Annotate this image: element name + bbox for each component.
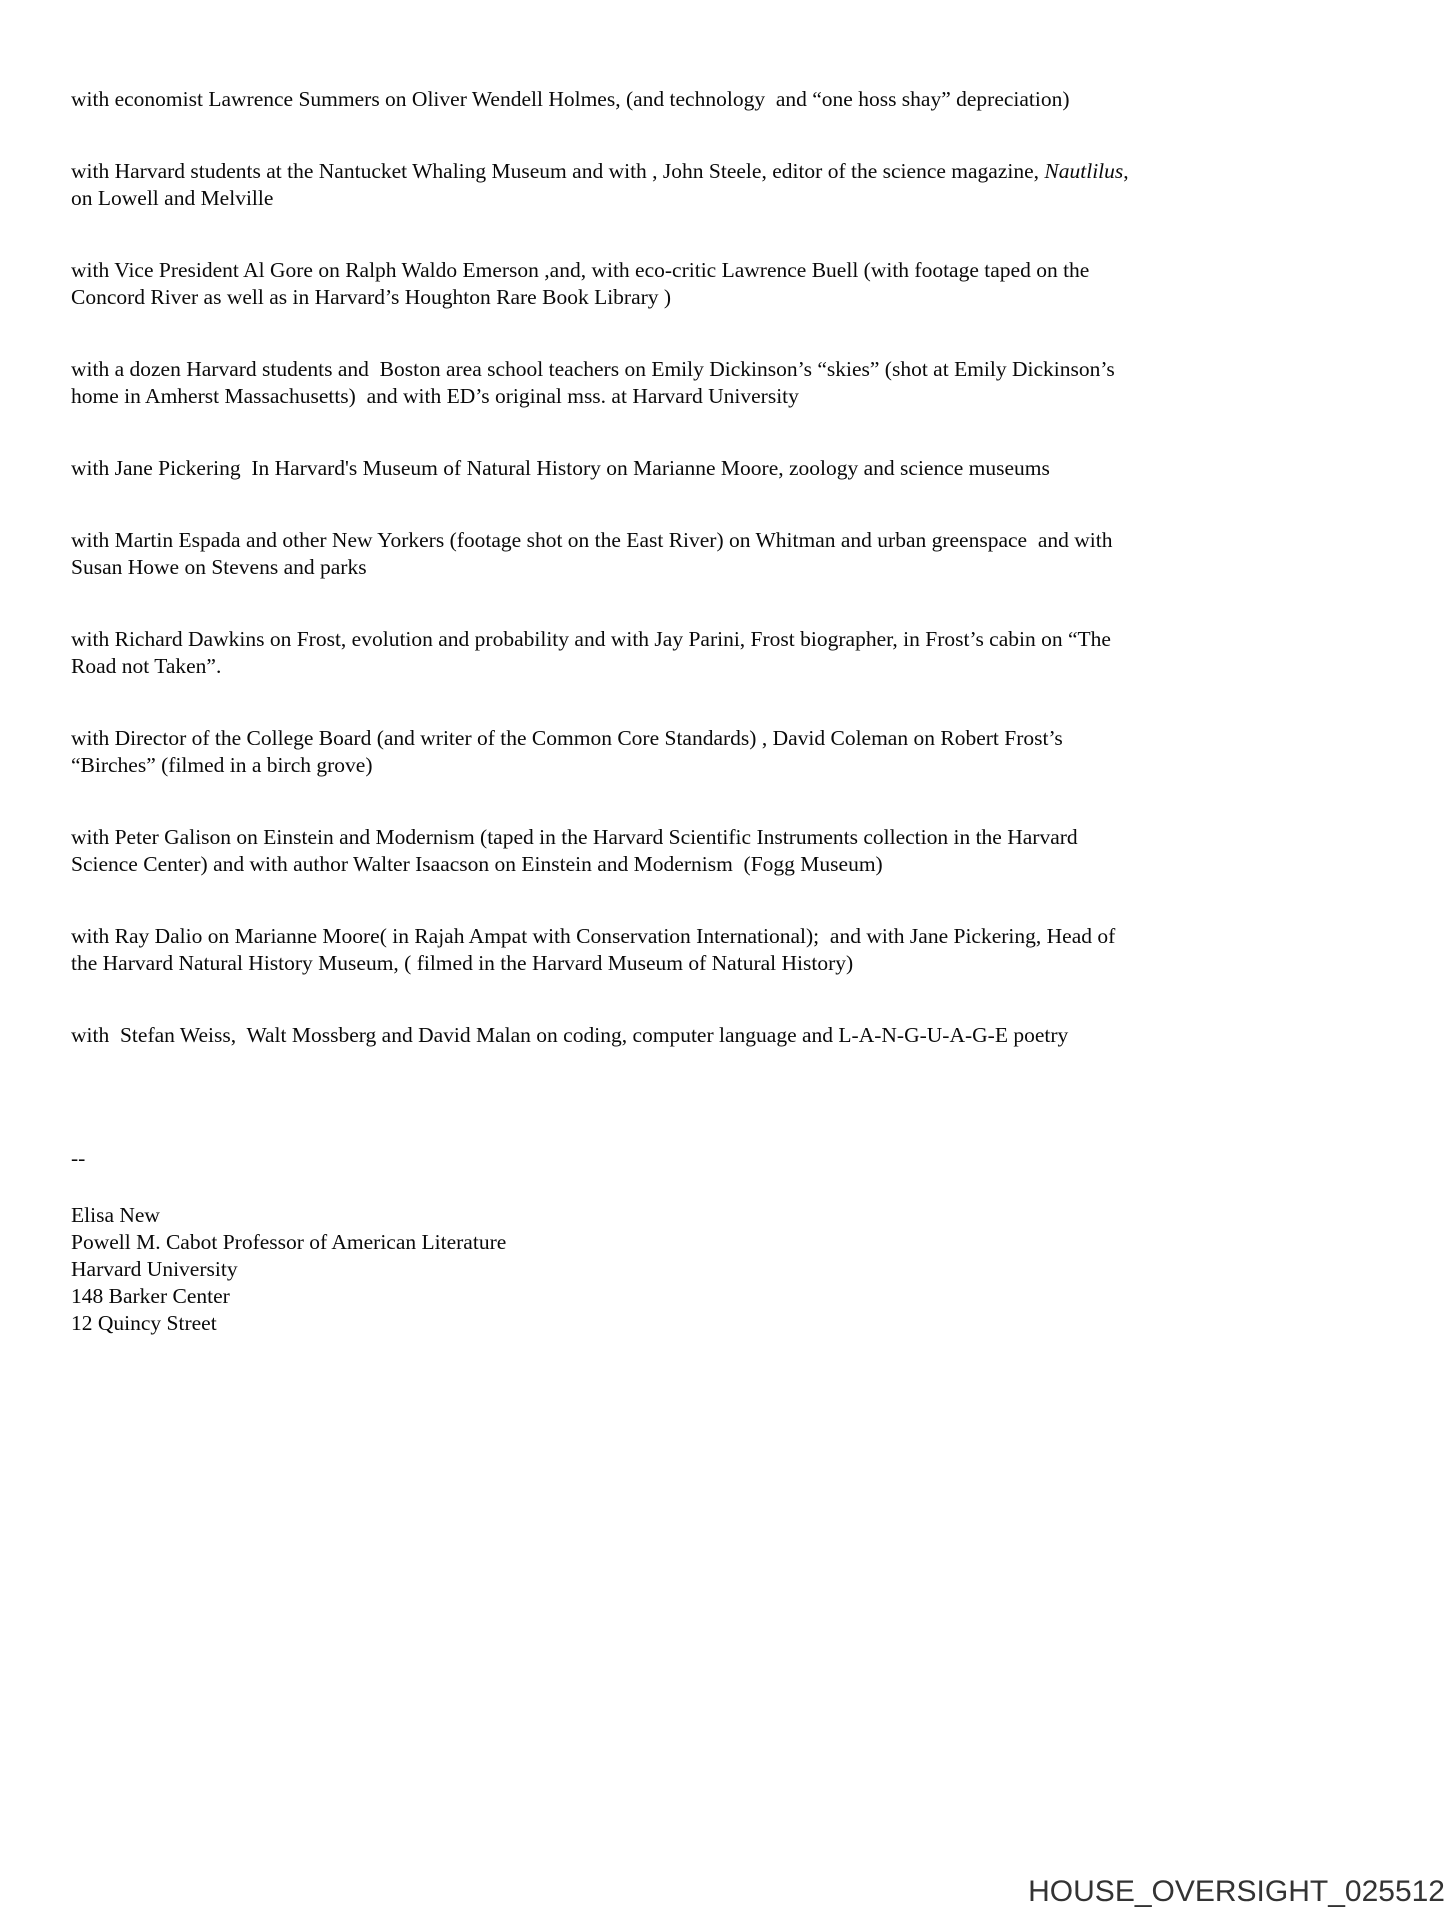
paragraph xyxy=(71,725,1129,779)
paragraph-segment: with Stefan Weiss, Walt Mossberg and David Malan on coding, computer language and L-A-N-G-U-A-G-E poetry xyxy=(71,1023,1069,1047)
paragraph xyxy=(71,257,1129,311)
bates-number: HOUSE_OVERSIGHT_025512 xyxy=(1028,1875,1445,1908)
paragraph xyxy=(71,527,1129,581)
paragraph-segment: with Ray Dalio on Marianne Moore( in Rajah Ampat with Conservation International); and with Jane Pickering, Head of the Harvard Natural History Museum, ( filmed in the Harvard Museum of Natural History) xyxy=(71,924,1121,975)
paragraph-list xyxy=(71,86,1135,1049)
paragraph-segment: , on Lowell and Melville xyxy=(71,159,1135,210)
paragraph-segment: with Richard Dawkins on Frost, evolution and probability and with Jay Parini, Frost biographer, in Frost’s cabin on “The Road not Taken”. xyxy=(71,627,1117,678)
paragraph-segment: with a dozen Harvard students and Boston area school teachers on Emily Dickinson’s “skies” (shot at Emily Dickinson’s home in Amherst Massachusetts) and with ED’s original mss. at Harvard University xyxy=(71,357,1121,408)
paragraph xyxy=(71,824,1129,878)
paragraph xyxy=(71,356,1129,410)
paragraph-segment-italic: Nautlilus xyxy=(1044,159,1124,183)
paragraph-segment: with Director of the College Board (and writer of the Common Core Standards) , David Coleman on Robert Frost’s “Birches” (filmed in a birch grove) xyxy=(71,726,1069,777)
paragraph-segment: with Martin Espada and other New Yorkers (footage shot on the East River) on Whitman and urban greenspace and with Susan Howe on Stevens and parks xyxy=(71,528,1118,579)
document-content xyxy=(71,86,1135,1337)
paragraph xyxy=(71,455,1129,482)
signature-separator: -- xyxy=(71,1146,86,1170)
signature-line: Harvard University xyxy=(71,1257,238,1281)
signature-line: Powell M. Cabot Professor of American Literature xyxy=(71,1230,507,1254)
paragraph-segment: with Vice President Al Gore on Ralph Waldo Emerson ,and, with eco-critic Lawrence Buell (with footage taped on the Concord River as well as in Harvard’s Houghton Rare Book Library ) xyxy=(71,258,1095,309)
paragraph xyxy=(71,1022,1129,1049)
paragraph xyxy=(71,626,1129,680)
paragraph xyxy=(71,923,1129,977)
signature-line: 12 Quincy Street xyxy=(71,1311,217,1335)
paragraph xyxy=(71,158,1135,212)
paragraph-segment: with Jane Pickering In Harvard's Museum of Natural History on Marianne Moore, zoology and science museums xyxy=(71,456,1050,480)
signature-line: Elisa New xyxy=(71,1203,160,1227)
paragraph-segment: with Peter Galison on Einstein and Modernism (taped in the Harvard Scientific Instruments collection in the Harvard Science Center) and with author Walter Isaacson on Einstein and Modernism (Fogg Museum) xyxy=(71,825,1084,876)
paragraph xyxy=(71,86,1129,113)
paragraph-segment: with economist Lawrence Summers on Oliver Wendell Holmes, (and technology and “one hoss shay” depreciation) xyxy=(71,87,1070,111)
signature-line: 148 Barker Center xyxy=(71,1284,230,1308)
signature-block xyxy=(71,1202,1129,1337)
paragraph-segment: with Harvard students at the Nantucket Whaling Museum and with , John Steele, editor of the science magazine, xyxy=(71,159,1045,183)
